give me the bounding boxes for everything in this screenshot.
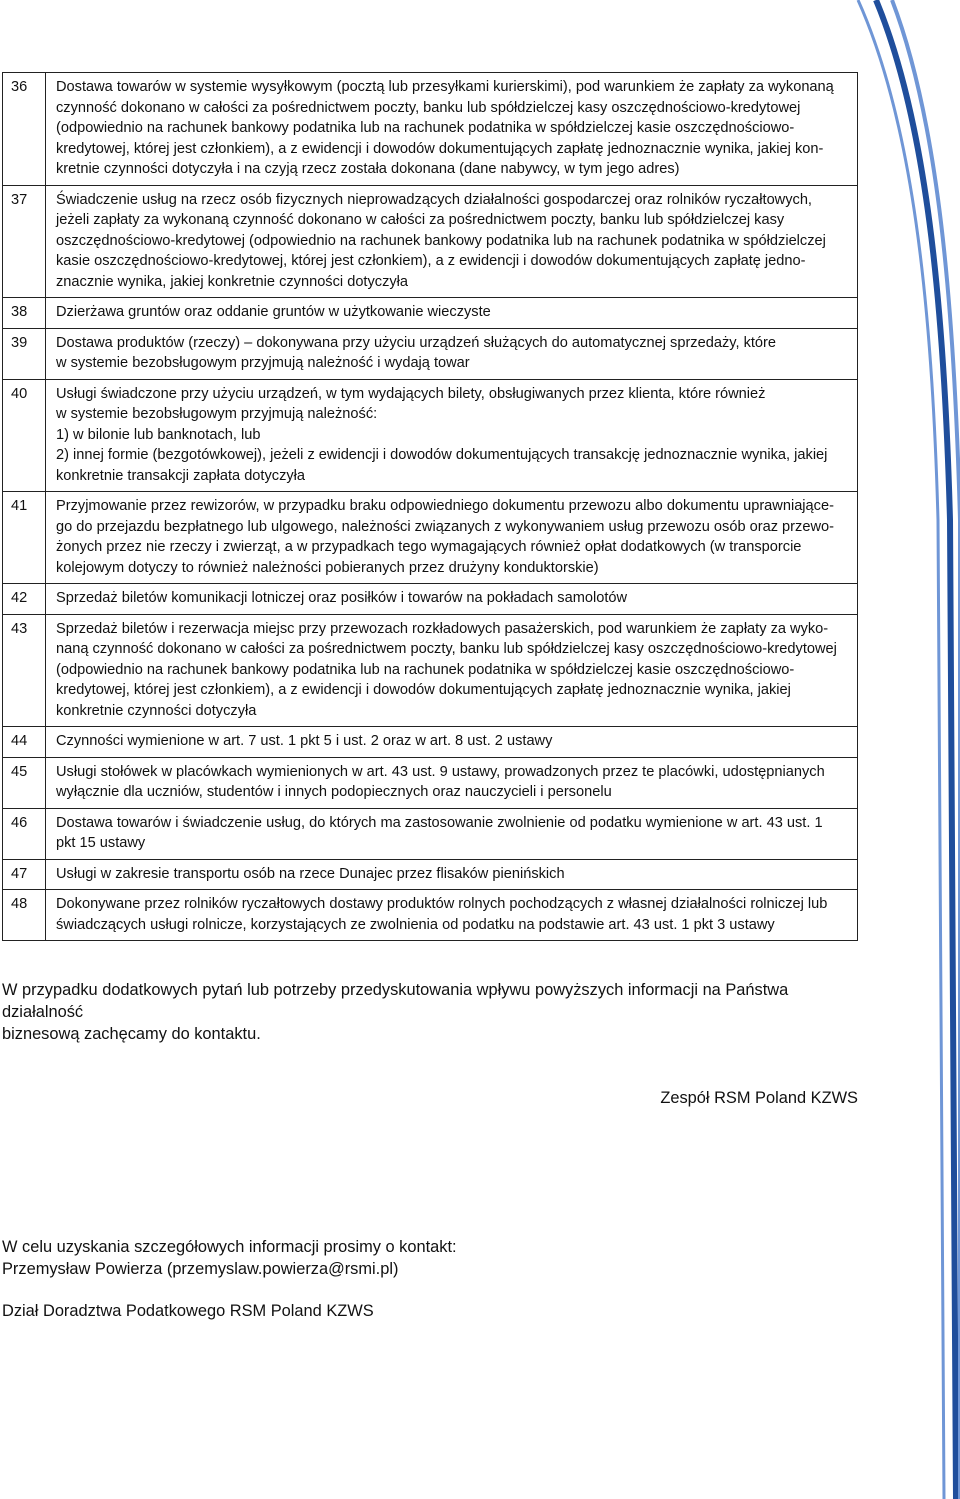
table-row: [3, 727, 858, 758]
description-line: konkretnie czynności dotyczyła: [56, 702, 257, 719]
description-line: Przyjmowanie przez rewizorów, w przypadku braku odpowiedniego dokumentu przewozu albo dokumentu uprawniające-: [56, 498, 834, 514]
table-row: [3, 492, 858, 584]
description-line: Usługi stołówek w placówkach wymienionych w art. 43 ust. 9 ustawy, prowadzonych przez te placówki, udostępnianych: [56, 763, 825, 780]
table-row: [3, 185, 858, 298]
closing-note-line: biznesową zachęcamy do kontaktu.: [2, 1025, 261, 1043]
row-number: 47: [3, 859, 46, 890]
contact-info: [2, 1236, 457, 1280]
row-number: 44: [3, 727, 46, 758]
decorative-blue-curves: [840, 0, 960, 1499]
description-line: kredytowej, której jest członkiem), a z ewidencji i dowodów dokumentujących zapłatę jednoznacznie wynika, jakiej kon-: [56, 140, 824, 157]
description-line: naną czynność dokonano w całości za pośrednictwem poczty, banku lub spółdzielczej kasy oszczędnościowo-kredytowej: [56, 641, 837, 657]
row-description: [46, 584, 858, 615]
row-description: [46, 379, 858, 492]
description-line: kredytowej, której jest członkiem), a z ewidencji i dowodów dokumentujących zapłatę jednoznacznie wynika, jakiej: [56, 682, 791, 698]
row-description: [46, 614, 858, 727]
row-description: [46, 890, 858, 941]
department-name: Dział Doradztwa Podatkowego RSM Poland KZWS: [2, 1302, 374, 1320]
table-row: [3, 584, 858, 615]
row-number: 38: [3, 298, 46, 329]
description-line: żonych przez nie rzeczy i zwierząt, a w przypadkach tego wymagających również opłat dodatkowych (w transporcie: [56, 539, 802, 555]
table-row: [3, 73, 858, 186]
description-line: Dostawa towarów i świadczenie usług, do których ma zastosowanie zwolnienie od podatku wymienione w art. 43 ust. 1: [56, 814, 823, 831]
table-row: [3, 859, 858, 890]
row-description: [46, 808, 858, 859]
row-number: 46: [3, 808, 46, 859]
description-line: Sprzedaż biletów komunikacji lotniczej oraz posiłków i towarów na pokładach samolotów: [56, 590, 628, 606]
description-line: (odpowiednio na rachunek bankowy podatnika lub na rachunek podatnika w spółdzielczej kasie oszczędnościowo-: [56, 661, 795, 678]
description-line: świadczących usługi rolnicze, korzystających ze zwolnienia od podatku na podstawie art. 43 ust. 1 pkt 3 ustawy: [56, 916, 775, 933]
description-line: Dostawa towarów w systemie wysyłkowym (pocztą lub przesyłkami kurierskimi), pod warunkiem że zapłaty za wykonaną: [56, 79, 834, 95]
row-description: [46, 727, 858, 758]
closing-note: [2, 979, 862, 1045]
row-description: [46, 859, 858, 890]
description-line: go do przejazdu bezpłatnego lub ulgowego, należności związanych z wykonywaniem usług przewozu osób oraz przewo-: [56, 518, 834, 535]
description-line: 1) w bilonie lub banknotach, lub: [56, 426, 261, 443]
contact-line: W celu uzyskania szczegółowych informacji prosimy o kontakt:: [2, 1238, 457, 1256]
closing-note-line: W przypadku dodatkowych pytań lub potrzeby przedyskutowania wpływu powyższych informacji na Państwa działalność: [2, 981, 789, 1021]
description-line: w systemie bezobsługowym przyjmują należność i wydają towar: [56, 355, 470, 371]
row-number: 36: [3, 73, 46, 186]
description-line: wyłącznie dla uczniów, studentów i innych podopiecznych oraz nauczycieli i personelu: [56, 784, 612, 800]
row-number: 37: [3, 185, 46, 298]
row-number: 45: [3, 757, 46, 808]
description-line: Dzierżawa gruntów oraz oddanie gruntów w użytkowanie wieczyste: [56, 304, 491, 320]
row-number: 43: [3, 614, 46, 727]
row-description: [46, 328, 858, 379]
table-row: [3, 808, 858, 859]
description-line: w systemie bezobsługowym przyjmują należność:: [56, 406, 378, 422]
row-number: 39: [3, 328, 46, 379]
signature: Zespół RSM Poland KZWS: [660, 1089, 858, 1107]
row-description: [46, 757, 858, 808]
description-line: kolejowym dotyczy to również należności pobieranych przez drużyny konduktorskie): [56, 559, 599, 576]
description-line: oszczędnościowo-kredytowej (odpowiednio na rachunek bankowy podatnika lub na rachunek podatnika w spółdzielczej: [56, 232, 826, 249]
description-line: czynność dokonano w całości za pośrednictwem poczty, banku lub spółdzielczej kasy oszczędnościowo-kredytowej: [56, 99, 801, 116]
description-line: pkt 15 ustawy: [56, 835, 146, 851]
description-line: Usługi w zakresie transportu osób na rzece Dunajec przez flisaków pienińskich: [56, 865, 565, 882]
description-line: znacznie wynika, jakiej konkretnie czynności dotyczyła: [56, 273, 409, 290]
table-row: [3, 379, 858, 492]
description-line: Sprzedaż biletów i rezerwacja miejsc przy przewozach rozkładowych pasażerskich, pod warunkiem że zapłaty za wyko-: [56, 620, 829, 637]
table-row: [3, 614, 858, 727]
table-row: [3, 757, 858, 808]
row-number: 42: [3, 584, 46, 615]
exemptions-table: [2, 72, 858, 941]
description-line: jeżeli zapłaty za wykonaną czynność dokonano w całości za pośrednictwem poczty, banku lub spółdzielczej kasy: [56, 212, 785, 228]
description-line: Świadczenie usług na rzecz osób fizycznych nieprowadzących działalności gospodarczej oraz rolników ryczałtowych,: [56, 191, 812, 208]
row-description: [46, 298, 858, 329]
row-description: [46, 492, 858, 584]
row-description: [46, 73, 858, 186]
table-body: [3, 73, 858, 941]
description-line: Usługi świadczone przy użyciu urządzeń, w tym wydających bilety, obsługiwanych przez klienta, które również: [56, 385, 766, 402]
description-line: (odpowiednio na rachunek bankowy podatnika lub na rachunek podatnika w spółdzielczej kasie oszczędnościowo-: [56, 120, 795, 136]
row-number: 40: [3, 379, 46, 492]
table-row: [3, 890, 858, 941]
row-number: 41: [3, 492, 46, 584]
description-line: konkretnie transakcji zapłata dotyczyła: [56, 467, 306, 484]
description-line: Dokonywane przez rolników ryczałtowych dostawy produktów rolnych pochodzących z własnej działalności rolniczej lub: [56, 896, 828, 912]
description-line: Dostawa produktów (rzeczy) – dokonywana przy użyciu urządzeń służących do automatycznej sprzedaży, które: [56, 334, 777, 351]
table-row: [3, 328, 858, 379]
description-line: Czynności wymienione w art. 7 ust. 1 pkt 5 i ust. 2 oraz w art. 8 ust. 2 ustawy: [56, 733, 553, 749]
row-description: [46, 185, 858, 298]
description-line: kasie oszczędnościowo-kredytowej, której jest członkiem), a z ewidencji i dowodów dokumentujących zapłatę jedno-: [56, 253, 806, 269]
description-line: kretnie czynności dotyczyła i na czyją rzecz została dokonana (dane nabywcy, w tym jego adres): [56, 161, 680, 177]
table-row: [3, 298, 858, 329]
description-line: 2) innej formie (bezgotówkowej), jeżeli z ewidencji i dowodów dokumentujących transakcję jednoznacznie wynika, jakiej: [56, 447, 828, 463]
contact-line: Przemysław Powierza (przemyslaw.powierza@rsmi.pl): [2, 1260, 399, 1278]
row-number: 48: [3, 890, 46, 941]
